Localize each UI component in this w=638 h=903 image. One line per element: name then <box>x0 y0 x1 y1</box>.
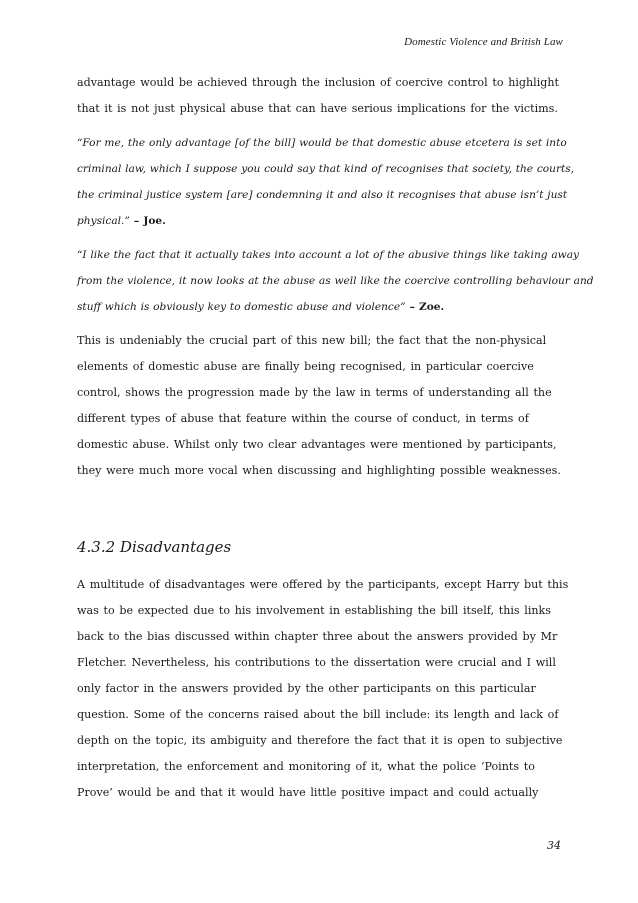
running-header: Domestic Violence and British Law <box>404 36 563 48</box>
text-line: interpretation, the enforcement and monitoring of it, what the police ‘Points to <box>77 760 535 773</box>
text-line: Prove’ would be and that it would have little positive impact and could actually <box>77 786 539 799</box>
quote-joe <box>77 130 575 234</box>
body-text-upper <box>77 70 594 484</box>
text-line: elements of domestic abuse are finally being recognised, in particular coercive <box>77 360 534 373</box>
text-line: Fletcher. Nevertheless, his contributions to the dissertation were crucial and I will <box>77 656 556 669</box>
text-line: question. Some of the concerns raised about the bill include: its length and lack of <box>77 708 559 721</box>
text-line: back to the bias discussed within chapter three about the answers provided by Mr <box>77 630 558 643</box>
quote-text: stuff which is obviously key to domestic abuse and violence” <box>77 301 406 313</box>
text-line: control, shows the progression made by the law in terms of understanding all the <box>77 386 552 399</box>
quote-text: physical.” <box>77 215 130 227</box>
quote-attribution: – Zoe. <box>405 301 445 313</box>
text-line: advantage would be achieved through the inclusion of coercive control to highlight <box>77 76 559 89</box>
paragraph-disadvantages <box>77 572 569 806</box>
text-line: was to be expected due to his involvement in establishing the bill itself, this links <box>77 604 551 617</box>
text-line: they were much more vocal when discussing and highlighting possible weaknesses. <box>77 464 561 477</box>
body-text-lower <box>77 572 569 806</box>
text-line: This is undeniably the crucial part of this new bill; the fact that the non-physical <box>77 334 547 347</box>
quote-line: criminal law, which I suppose you could say that kind of recognises that society, the courts, <box>77 163 575 175</box>
quote-attribution: – Joe. <box>129 215 166 227</box>
text-line: A multitude of disadvantages were offered by the participants, except Harry but this <box>77 578 569 591</box>
quote-line: “I like the fact that it actually takes into account a lot of the abusive things like taking away <box>77 249 579 261</box>
quote-line: from the violence, it now looks at the abuse as well like the coercive controlling behaviour and <box>77 275 594 287</box>
paragraph-analysis <box>77 328 565 484</box>
quote-line: “For me, the only advantage [of the bill] would be that domestic abuse etcetera is set into <box>77 137 567 149</box>
quote-line: the criminal justice system [are] condemning it and also it recognises that abuse isn’t just <box>77 189 568 201</box>
section-heading: 4.3.2 Disadvantages <box>77 538 232 556</box>
quote-last-line <box>77 294 565 320</box>
quote-zoe <box>77 242 594 320</box>
text-line: that it is not just physical abuse that can have serious implications for the victims. <box>77 102 558 115</box>
quote-last-line <box>77 208 565 234</box>
text-line: depth on the topic, its ambiguity and therefore the fact that it is open to subjective <box>77 734 563 747</box>
paragraph-advantage-intro <box>77 70 565 122</box>
text-line: only factor in the answers provided by the other participants on this particular <box>77 682 536 695</box>
text-line: domestic abuse. Whilst only two clear advantages were mentioned by participants, <box>77 438 557 451</box>
page-number: 34 <box>547 839 561 852</box>
text-line: different types of abuse that feature within the course of conduct, in terms of <box>77 412 529 425</box>
